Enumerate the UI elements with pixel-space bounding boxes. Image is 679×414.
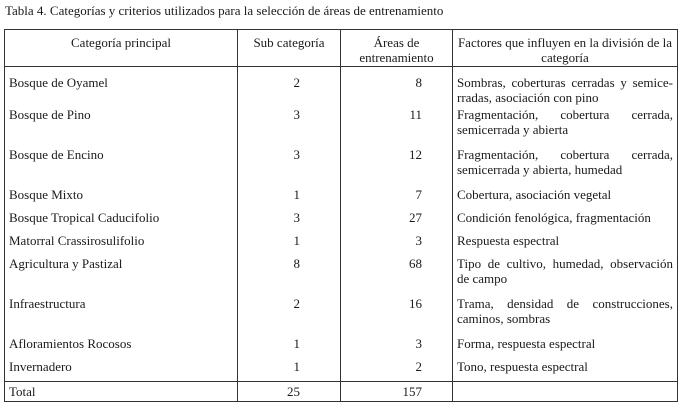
- cell-areas: 11: [341, 107, 453, 147]
- header-row: [5, 30, 678, 67]
- cell-areas: 3: [341, 233, 453, 256]
- cell-factors: Tono, respuesta espectral: [453, 359, 678, 382]
- cell-subcategory: 3: [238, 147, 341, 187]
- header-areas: Áreas de entrenamiento: [341, 30, 453, 67]
- cell-factors: Sombras, coberturas cerradas y semice-rradas, asociación con pino: [453, 67, 678, 107]
- cell-subcategory: 3: [238, 210, 341, 233]
- cell-subcategory: 2: [238, 296, 341, 336]
- cell-areas: 16: [341, 296, 453, 336]
- total-subcategory: 25: [238, 382, 341, 402]
- training-areas-table: [4, 29, 678, 402]
- total-label: Total: [5, 382, 238, 402]
- table-row: [5, 336, 678, 359]
- table-row: [5, 67, 678, 107]
- table-caption: Tabla 4. Categorías y criterios utilizados para la selección de áreas de entrenamiento: [5, 3, 444, 18]
- table-row: [5, 210, 678, 233]
- cell-factors: Tipo de cultivo, humedad, observación de campo: [453, 256, 678, 296]
- cell-subcategory: 3: [238, 107, 341, 147]
- cell-areas: 12: [341, 147, 453, 187]
- cell-category: Bosque de Pino: [5, 107, 238, 147]
- cell-subcategory: 2: [238, 67, 341, 107]
- cell-category: Afloramientos Rocosos: [5, 336, 238, 359]
- cell-subcategory: 8: [238, 256, 341, 296]
- cell-factors: Forma, respuesta espectral: [453, 336, 678, 359]
- table-row: [5, 233, 678, 256]
- cell-areas: 8: [341, 67, 453, 107]
- cell-factors: Trama, densidad de construcciones, caminos, sombras: [453, 296, 678, 336]
- cell-areas: 27: [341, 210, 453, 233]
- cell-areas: 7: [341, 187, 453, 210]
- cell-category: Bosque Tropical Caducifolio: [5, 210, 238, 233]
- cell-subcategory: 1: [238, 187, 341, 210]
- header-category: Categoría principal: [5, 30, 238, 67]
- cell-category: Matorral Crassirosulifolio: [5, 233, 238, 256]
- cell-category: Bosque de Encino: [5, 147, 238, 187]
- cell-category: Infraestructura: [5, 296, 238, 336]
- table-row: [5, 187, 678, 210]
- total-row: [5, 382, 678, 402]
- table-row: [5, 359, 678, 382]
- cell-areas: 68: [341, 256, 453, 296]
- table-row: [5, 107, 678, 147]
- cell-category: Invernadero: [5, 359, 238, 382]
- cell-areas: 3: [341, 336, 453, 359]
- cell-category: Bosque de Oyamel: [5, 67, 238, 107]
- total-factors: [453, 382, 678, 402]
- cell-factors: Fragmentación, cobertura cerrada, semicerrada y abierta: [453, 107, 678, 147]
- cell-category: Bosque Mixto: [5, 187, 238, 210]
- cell-subcategory: 1: [238, 359, 341, 382]
- cell-factors: Condición fenológica, fragmentación: [453, 210, 678, 233]
- cell-areas: 2: [341, 359, 453, 382]
- cell-subcategory: 1: [238, 233, 341, 256]
- cell-category: Agricultura y Pastizal: [5, 256, 238, 296]
- cell-factors: Respuesta espectral: [453, 233, 678, 256]
- cell-factors: Fragmentación, cobertura cerrada, semicerrada y abierta, humedad: [453, 147, 678, 187]
- table-row: [5, 147, 678, 187]
- table-row: [5, 296, 678, 336]
- cell-factors: Cobertura, asociación vegetal: [453, 187, 678, 210]
- cell-subcategory: 1: [238, 336, 341, 359]
- header-factors: Factores que influyen en la división de la categoría: [453, 30, 678, 67]
- total-areas: 157: [341, 382, 453, 402]
- header-subcategory: Sub categoría: [238, 30, 341, 67]
- table-row: [5, 256, 678, 296]
